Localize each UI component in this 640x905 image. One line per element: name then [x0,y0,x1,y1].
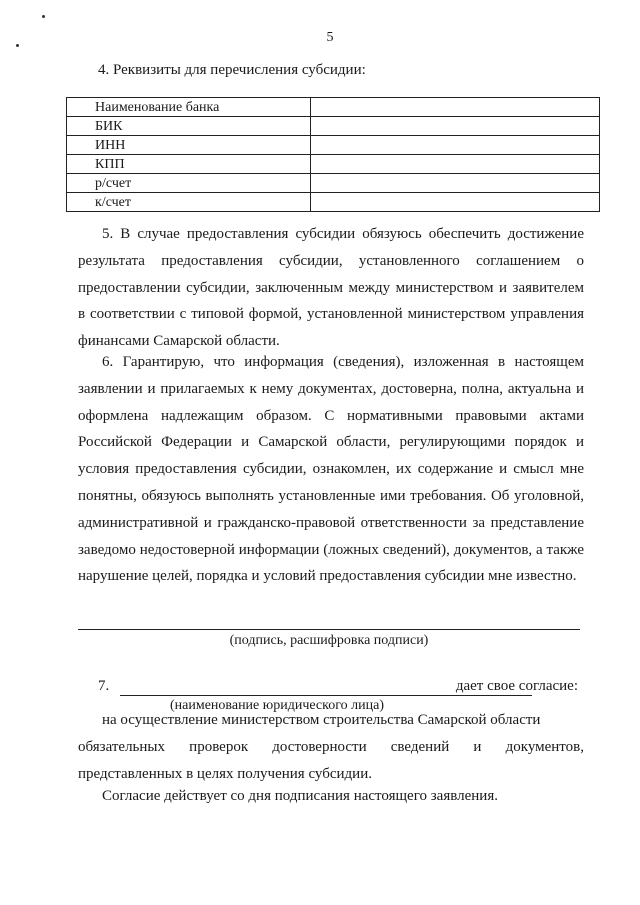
scan-speck [42,15,45,18]
consent-number: 7. [98,678,110,694]
requisites-heading: 4. Реквизиты для перечисления субсидии: [98,62,366,78]
consent-text-first: на осуществление министерством строительства Самарской области [102,712,541,728]
legal-entity-blank [120,695,532,696]
row-value [311,193,600,212]
table-row [67,98,600,117]
requisites-table [66,97,600,212]
consent-text [78,707,584,787]
consent-tail: дает свое согласие: [455,678,578,694]
signature-line [78,629,580,630]
paragraph-5: 5. В случае предоставления субсидии обязуюсь обеспечить достижение результата предоставления субсидии, установленного соглашением о предоставлении субсидии, заключенным между министерством и заявителем в соответствии с типовой формой, установленной министерством управления финансами Самарской области. [78,226,584,350]
row-value [311,98,600,117]
legal-entity-caption: (наименование юридического лица) [170,698,384,713]
consent-text-rest: обязательных проверок достоверности сведений и документов, представленных в целях получения субсидии. [78,738,584,782]
signature-caption: (подпись, расшифровка подписи) [229,633,429,648]
row-label: КПП [67,155,311,174]
row-label: ИНН [67,136,311,155]
row-label: к/счет [67,193,311,212]
row-label: р/счет [67,174,311,193]
row-value [311,117,600,136]
row-label: БИК [67,117,311,136]
table-row [67,193,600,212]
paragraph-6: 6. Гарантирую, что информация (сведения), изложенная в настоящем заявлении и прилагаемых к нему документах, достоверна, полна, актуальна и оформлена надлежащим образом. С нормативными правовыми актами Российской Федерации и Самарской области, регулирующими порядок и условия предоставления субсидии, ознакомлен, их содержание и смысл мне понятны, обязуюсь выполнять установленные ими требования. Об уголовной, административной и гражданско-правовой ответственности за представление заведомо недостоверной информации (ложных сведений), документов, а также нарушение целей, порядка и условий предоставления субсидии мне известно. [78,354,584,585]
table-row [67,155,600,174]
page-number: 5 [326,30,334,45]
row-value [311,136,600,155]
table-row [67,174,600,193]
table-row [67,136,600,155]
row-label: Наименование банка [67,98,311,117]
consent-closing: Согласие действует со дня подписания настоящего заявления. [102,788,498,804]
table-row [67,117,600,136]
row-value [311,155,600,174]
consent-line [98,678,582,700]
row-value [311,174,600,193]
